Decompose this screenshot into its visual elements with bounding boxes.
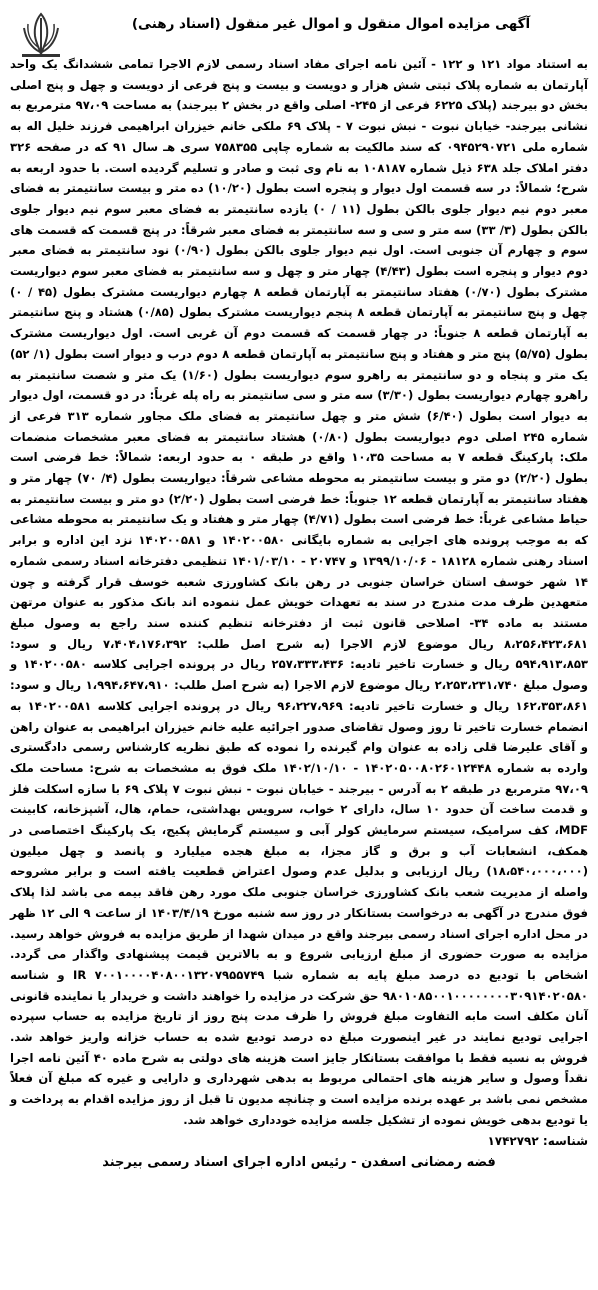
tracking-line bbox=[10, 1131, 588, 1151]
notice-body-text: به استناد مواد ۱۲۱ و ۱۲۲ - آئین نامه اجرای مفاد اسناد رسمی لازم الاجرا تمامی ششدانگ یک واحد آپارتمان به شماره پلاک ثبتی شش هزار و دویست و بیست و پنج فرعی از دویست و چهل و پنج اصلی بخش دو بیرجند (پلاک ۶۲۲۵ فرعی از ۲۴۵- اصلی واقع در بخش ۲ بیرجند) به مساحت ۹۷،۰۹ مترمربع به نشانی بیرجند- خیابان نبوت - نبش نبوت ۷ - پلاک ۶۹ ملکی خانم خیزران ابراهیمی فرزند خلیل اله به شماره ملی ۰۹۴۵۲۹۰۷۲۱ که سند مالکیت به شماره چاپی ۷۵۸۳۵۵ سری هـ سال ۹۱ که در صفحه ۳۲۶ دفتر املاک جلد ۶۳۸ ذیل شماره ۱۰۸۱۸۷ به نام وی ثبت و صادر و تسلیم گردیده است. با حدود اربعه به شرح؛ شمالاً: در سه قسمت اول دیوار و پنجره است بطول (۱۰/۲۰) ده متر و بیست سانتیمتر به فضای معبر دوم نیم دیوار جلوی بالکن بطول (۱۱ / ۰) یازده سانتیمتر به فضای معبر سوم نیم دیوار جلوی بالکن بطول (۳/ ۳۳) سه متر و سی و سه سانتیمتر به فضای معبر شرقاً: در پنج قسمت که قسمت های سوم و چهارم آن جنوبی است. اول نیم دیوار جلوی بالکن بطول (۰/۹۰) نود سانتیمتر به فضای معبر دوم دیوار و پنجره است بطول (۴/۴۳) چهار متر و چهل و سه سانتیمتر به فضای معبر سوم دیواریست مشترک بطول (۰/۷۰) هفتاد سانتیمتر به آپارتمان قطعه ۸ چهارم دیواریست مشترک بطول (۴۵ / ۰) چهل و پنج سانتیمتر به آپارتمان قطعه ۸ پنجم دیواریست مشترک بطول (۰/۸۵) هشتاد و پنج سانتیمتر به آپارتمان قطعه ۸ جنوباً: در چهار قسمت که قسمت دوم آن غربی است. اول دیواریست مشترک بطول (۵/۷۵) پنج متر و هفتاد و پنج سانتیمتر به آپارتمان قطعه ۸ دوم درب و دیوار است بطول (۱/ ۵۲) یک متر و پنجاه و دو سانتیمتر به راهرو سوم دیواریست بطول (۱/۶۰) یک متر و شصت سانتیمتر به راهرو چهارم دیواریست بطول (۳/۳۰) سه متر و سی سانتیمتر به راه پله غرباً: در دو قسمت، اول دیوار به دیوار است بطول (۶/۴۰) شش متر و چهل سانتیمتر به فضای ملک مجاور شماره ۳۱۳ فرعی از شماره ۲۴۵ اصلی دوم دیواریست بطول (۰/۸۰) هشتاد سانتیمتر به فضای معبر مشخصات منضمات ملک: پارکینگ قطعه ۷ به مساحت ۱۰،۳۵ واقع در طبقه ۰ به حدود اربعه: شمالاً: خط فرضی است بطول (۲/۲۰) دو متر و بیست سانتیمتر به محوطه مشاعی شرقاً: دیواریست بطول (۴/ ۷۰) چهار متر و هفتاد سانتیمتر به آپارتمان قطعه ۱۲ جنوباً: خط فرضی است بطول (۲/۲۰) دو متر و بیست سانتیمتر به حیاط مشاعی غرباً: خط فرضی است بطول (۴/۷۱) چهار متر و هفتاد و یک سانتیمتر به محوطه مشاعی که به موجب پرونده های اجرایی به شماره بایگانی ۱۴۰۲۰۰۵۸۰ و ۱۴۰۲۰۰۵۸۱ نزد این اداره و برابر اسناد رهنی شماره ۱۸۱۲۸ - ۱۳۹۹/۱۰/۰۶ و ۲۰۷۴۷ - ۱۴۰۱/۰۳/۱۰ تنظیمی دفترخانه اسناد رسمی شماره ۱۴ شهر خوسف استان خراسان جنوبی در رهن بانک کشاورزی شعبه خوسف قرار گرفته و چون متعهدین ظرف مدت مندرج در سند به تعهدات خویش عمل ننموده اند بانک مذکور به عنوان مرتهن مستند به ماده ۳۴- اصلاحی قانون ثبت از دفترخانه تنظیم کننده سند راجع به وصول مبلغ ۸،۲۵۶،۴۲۳،۶۸۱ ریال موضوع لازم الاجرا (به شرح اصل طلب: ۷،۴۰۴،۱۷۶،۳۹۲ ریال و سود: ۵۹۴،۹۱۳،۸۵۳ ریال و خسارت تاخیر تادیه: ۲۵۷،۳۳۳،۴۳۶ ریال در پرونده اجرایی کلاسه ۱۴۰۲۰۰۵۸۰ و وصول مبلغ ۲،۲۵۳،۲۳۱،۷۴۰ ریال موضوع لازم الاجرا (به شرح اصل طلب: ۱،۹۹۴،۶۴۷،۹۱۰ ریال و سود: ۱۶۲،۳۵۳،۸۶۱ ریال و خسارت تاخیر تادیه: ۹۶،۲۲۷،۹۶۹ ریال در پرونده اجرایی کلاسه ۱۴۰۲۰۰۵۸۱ به انضمام خسارت تاخیر تا روز وصول تقاضای صدور اجرائیه علیه خانم خیزران ابراهیمی به عنوان راهن و آقای علیرضا قلی زاده به عنوان وام گیرنده را نموده که طبق نظریه کارشناس رسمی دادگستری وارده به شماره ۱۴۰۲۰۵۰۰۸۰۲۶۰۱۲۴۴۸ - ۱۴۰۲/۱۰/۱۰ ملک فوق به مشخصات به شرح: مساحت ملک ۹۷،۰۹ مترمربع در طبقه ۲ به آدرس - بیرجند - خیابان نبوت - نبش نبوت ۷ پلاک ۶۹ با سازه اسکلت فلز و قدمت ساخت آن حدود ۱۰ سال، دارای ۲ خواب، سرویس بهداشتی، حمام، هال، آشپزخانه، کابینت MDF، کف سرامیک، سیستم سرمایش کولر آبی و سیستم گرمایش پکیج، یک پارکینگ اختصاصی در همکف، انشعابات آب و برق و گاز مجزا، به مبلغ هجده میلیارد و پانصد و چهل میلیون (۱۸،۵۴۰،۰۰۰،۰۰۰) ریال ارزیابی و بدلیل عدم وصول اعتراض قطعیت یافته است و برابر مشروحه واصله از مدیریت شعب بانک کشاورزی خراسان جنوبی ملک مورد رهن فاقد بیمه می باشد لذا پلاک فوق مندرج در آگهی به درخواست بستانکار در روز سه شنبه مورخ ۱۴۰۳/۴/۱۹ از ساعت ۹ الی ۱۲ ظهر در محل اداره اجرای اسناد رسمی بیرجند واقع در میدان شهدا از طریق مزایده به فروش خواهد رسید. مزایده به صورت حضوری از مبلغ ارزیابی شروع و به بالاترین قیمت پیشنهادی واگذار می گردد. اشخاص با تودیع ده درصد مبلغ پایه به شماره شبا IR ۷۰۰۱۰۰۰۰۴۰۸۰۰۱۳۲۰۷۹۵۵۷۴۹ و شناسه ۹۸۰۱۰۸۵۰۰۱۰۰۰۰۰۰۰۰۳۰۹۱۴۰۲۰۵۸۰ حق شرکت در مزایده را خواهند داشت و خریدار یا نماینده قانونی آنان مکلف است مابه التفاوت مبلغ فروش را ظرف مدت پنج روز از تاریخ مزایده به حساب سپرده اجرایی تودیع نمایند در غیر اینصورت مبلغ ده درصد تودیع شده به حساب خزانه واریز خواهد شد. فروش به نسیه فقط با موافقت بستانکار جایز است هزینه های دولتی به شرح ماده ۴۰ آئین نامه اجرا نقداً وصول و سایر هزینه های احتمالی مربوط به بدهی شهرداری و دارایی و غیره که مبلغ آن فعلاً مشخص نمی باشد بر عهده برنده مزایده است و چنانچه مدیون تا قبل از روز مزایده اقدام به پرداخت و یا تودیع بدهی خویش نموده از تشکیل جلسه مزایده خودداری خواهد شد. bbox=[10, 57, 589, 1127]
tracking-label: شناسه: bbox=[542, 1133, 588, 1148]
notice-body bbox=[10, 54, 588, 1151]
notice-header bbox=[10, 10, 588, 54]
iran-emblem-icon bbox=[14, 10, 68, 62]
notice-title: آگهی مزایده اموال منقول و اموال غیر منقول (اسناد رهنی) bbox=[131, 16, 531, 32]
signature: فضه رمضانی اسفدن - رئیس اداره اجرای اسناد رسمی بیرجند bbox=[102, 1154, 496, 1170]
tracking-number: ۱۷۴۲۷۹۲ bbox=[487, 1133, 539, 1148]
